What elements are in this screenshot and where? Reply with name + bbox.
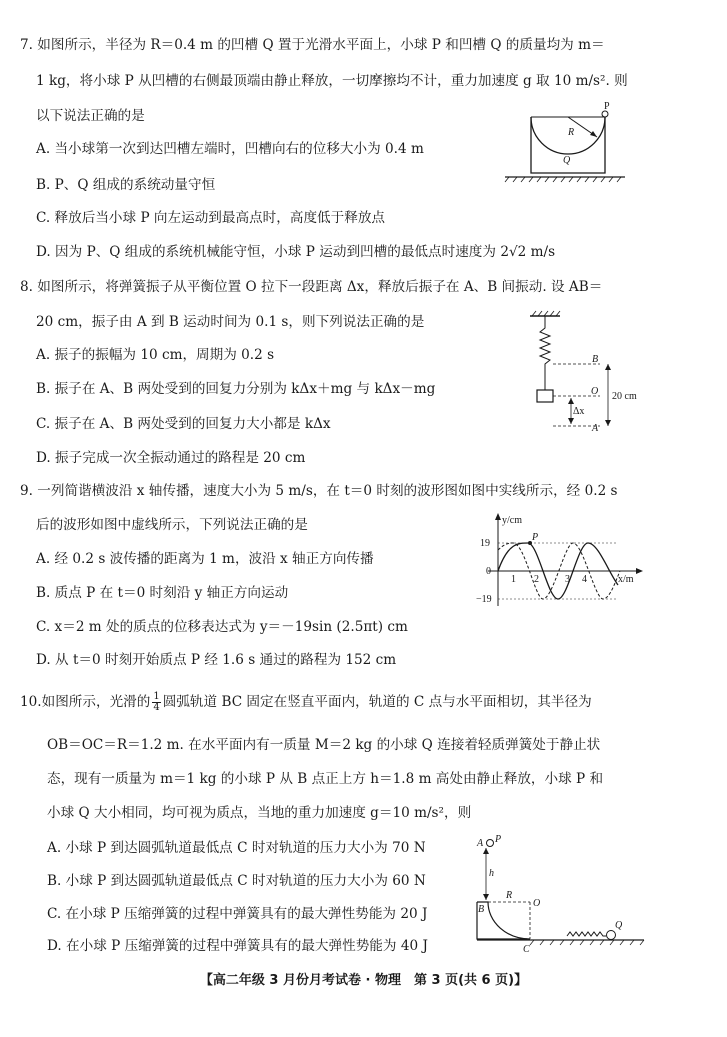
q10-line-1 — [20, 692, 592, 713]
q7-label-p: P — [604, 101, 610, 112]
q9-ytick-bottom: −19 — [476, 594, 492, 605]
q10-option-b: B. 小球 P 到达圆弧轨道最低点 C 时对轨道的压力大小为 60 N — [47, 873, 426, 889]
q9-xtick-2: 2 — [534, 574, 539, 585]
q10-ball-q — [607, 931, 616, 940]
q10-option-c: C. 在小球 P 压缩弹簧的过程中弹簧具有的最大弹性势能为 20 J — [47, 906, 428, 922]
q8-option-a: A. 振子的振幅为 10 cm，周期为 0.2 s — [36, 347, 275, 363]
q9-line-2: 后的波形如图中虚线所示，下列说法正确的是 — [36, 517, 308, 533]
q9-origin: 0 — [486, 566, 491, 577]
q10-label-a: A — [477, 838, 484, 849]
q8-label-length: 20 cm — [612, 391, 637, 402]
q10-ball-p — [487, 840, 494, 847]
q9-option-d: D. 从 t＝0 时刻开始质点 P 经 1.6 s 通过的路程为 152 cm — [36, 652, 397, 668]
q8-spring-figure — [515, 310, 675, 435]
q9-xtick-4: 4 — [582, 574, 587, 585]
q8-line-1: 8. 如图所示，将弹簧振子从平衡位置 O 拉下一段距离 Δx，释放后振子在 A、B 间振动. 设 AB＝ — [20, 279, 603, 295]
q8-line-2: 20 cm，振子由 A 到 B 运动时间为 0.1 s，则下列说法正确的是 — [36, 314, 425, 330]
q8-label-b: B — [592, 354, 599, 365]
q10-label-r: R — [506, 890, 513, 901]
q8-option-d: D. 振子完成一次全振动通过的路程是 20 cm — [36, 450, 306, 466]
q7-option-c: C. 释放后当小球 P 向左运动到最高点时，高度低于释放点 — [36, 210, 386, 226]
q10-label-b: B — [478, 904, 485, 915]
q10-label-o: O — [533, 898, 541, 909]
q8-label-dx: Δx — [573, 406, 585, 417]
q8-label-o: O — [591, 386, 599, 397]
q10-spring — [567, 932, 606, 936]
q10-label-p: P — [495, 834, 502, 845]
q10-label-c: C — [523, 944, 530, 955]
q10-fraction — [152, 692, 160, 713]
q8-label-a: A — [592, 423, 599, 434]
q9-xtick-1: 1 — [511, 574, 516, 585]
q8-oscillator-mass — [537, 390, 553, 402]
q8-option-c: C. 振子在 A、B 两处受到的回复力大小都是 kΔx — [36, 416, 331, 432]
q10-number: 10. — [20, 694, 42, 710]
q10-label-q: Q — [615, 920, 623, 931]
q9-ytick-top: 19 — [480, 538, 490, 549]
q9-line-1: 9. 一列简谐横波沿 x 轴传播，速度大小为 5 m/s，在 t＝0 时刻的波形图如图中实线所示，经 0.2 s — [20, 483, 618, 499]
q9-wave-figure — [470, 510, 650, 610]
q10-line-2: OB＝OC＝R＝1.2 m. 在水平面内有一质量 M＝2 kg 的小球 Q 连接着轻质弹簧处于静止状 — [47, 737, 601, 753]
q7-label-q: Q — [563, 155, 571, 166]
q7-line-2: 1 kg，将小球 P 从凹槽的右侧最顶端由静止释放，一切摩擦均不计，重力加速度 g 取 10 m/s². 则 — [36, 73, 628, 89]
q10-line-1-post: 圆弧轨道 BC 固定在竖直平面内，轨道的 C 点与水平面相切，其半径为 — [162, 694, 592, 710]
q7-option-a: A. 当小球第一次到达凹槽左端时，凹槽向右的位移大小为 0.4 m — [36, 141, 424, 157]
q9-option-a: A. 经 0.2 s 波传播的距离为 1 m，波沿 x 轴正方向传播 — [36, 551, 374, 567]
q10-option-d: D. 在小球 P 压缩弹簧的过程中弹簧具有的最大弹性势能为 40 J — [47, 938, 428, 954]
q10-track-figure — [472, 836, 647, 956]
q7-groove-figure — [505, 101, 625, 185]
page-footer: 【高二年级 3 月份月考试卷 · 物理 第 3 页(共 6 页)】 — [199, 973, 528, 988]
q10-line-3: 态，现有一质量为 m＝1 kg 的小球 P 从 B 点正上方 h＝1.8 m 高处由静止释放，小球 P 和 — [47, 771, 604, 787]
q10-label-h: h — [489, 868, 494, 879]
q7-option-b: B. P、Q 组成的系统动量守恒 — [36, 177, 216, 193]
q10-fraction-num: 1 — [153, 691, 160, 702]
q7-option-d: D. 因为 P、Q 组成的系统机械能守恒，小球 P 运动到凹槽的最低点时速度为 2√2 m/s — [36, 244, 556, 260]
q7-line-3: 以下说法正确的是 — [36, 108, 145, 124]
q9-option-b: B. 质点 P 在 t＝0 时刻沿 y 轴正方向运动 — [36, 585, 289, 601]
q10-line-4: 小球 Q 大小相同，均可视为质点，当地的重力加速度 g＝10 m/s²，则 — [47, 805, 472, 821]
q8-option-b: B. 振子在 A、B 两处受到的回复力分别为 kΔx＋mg 与 kΔx－mg — [36, 381, 436, 397]
q9-xlabel: x/m — [618, 574, 634, 585]
q10-line-1-pre: 如图所示，光滑的 — [41, 694, 151, 710]
q10-option-a: A. 小球 P 到达圆弧轨道最低点 C 时对轨道的压力大小为 70 N — [47, 840, 426, 856]
q9-label-p: P — [532, 532, 539, 543]
q9-option-c: C. x＝2 m 处的质点的位移表达式为 y＝－19sin (2.5πt) cm — [36, 619, 408, 635]
q10-fraction-den: 4 — [153, 702, 160, 713]
q9-xtick-3: 3 — [565, 574, 570, 585]
q7-line-1: 7. 如图所示，半径为 R＝0.4 m 的凹槽 Q 置于光滑水平面上，小球 P 和凹槽 Q 的质量均为 m＝ — [20, 37, 605, 53]
q9-ylabel: y/cm — [502, 515, 522, 526]
q7-label-r: R — [568, 127, 575, 138]
